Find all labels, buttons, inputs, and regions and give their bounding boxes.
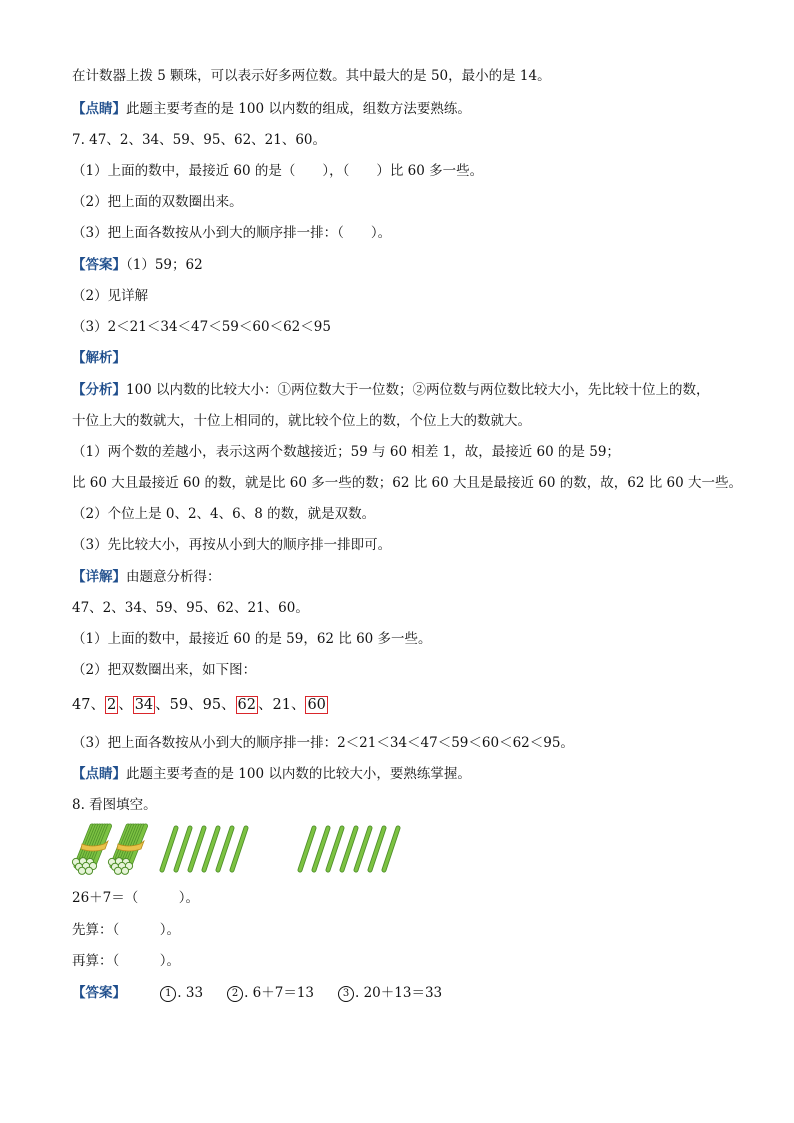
question-7-stem: 7. 47、2、34、59、95、62、21、60。 [72, 132, 327, 148]
bundle-1-stick-end [85, 867, 92, 874]
separator: 、 [221, 697, 236, 713]
loose-stick-left-fill [162, 828, 176, 870]
separator: 、 [290, 697, 306, 713]
separator: 、 [188, 697, 203, 713]
fenxi-2: （2）个位上是 0、2、4、6、8 的数，就是双数。 [72, 506, 376, 522]
answer-2: （2）见详解 [72, 288, 149, 304]
xiangjie-tag: 【详解】 [72, 569, 126, 585]
loose-stick-right-fill [328, 828, 342, 870]
answer-8-item [160, 984, 203, 1002]
sticks-figure [70, 822, 430, 878]
separator: 、 [118, 697, 133, 713]
answer-tag: 【答案】 [72, 257, 126, 273]
text-line: 在计数器上拨 5 颗珠，可以表示好多两位数。其中最大的是 50，最小的是 14。 [72, 68, 551, 84]
circled-numeral: 3 [338, 986, 354, 1002]
loose-stick-right-fill [384, 828, 398, 870]
xiangjie-text: 由题意分析得： [126, 569, 221, 585]
bundle-1-stick-end [78, 867, 85, 874]
loose-stick-right-fill [314, 828, 328, 870]
jiexi-tag [72, 349, 126, 367]
loose-stick-right-fill [342, 828, 356, 870]
question-8-first: 先算：（ ）。 [72, 922, 180, 938]
xiangjie-3: （3）把上面各数按从小到大的顺序排一排：2＜21＜34＜47＜59＜60＜62＜95。 [72, 735, 574, 751]
loose-stick-right-fill [300, 828, 314, 870]
answer-8-item [227, 984, 314, 1002]
answer-8-tag: 【答案】 [72, 985, 126, 1001]
answer-8-line [72, 984, 442, 1002]
xiangjie-numbers: 47、2、34、59、95、62、21、60。 [72, 600, 309, 616]
answer-3: （3）2＜21＜34＜47＜59＜60＜62＜95 [72, 319, 331, 335]
dianjing-line [72, 100, 471, 118]
answer-8-text: . 33 [177, 985, 204, 1001]
fenxi-1b: 比 60 大且最接近 60 的数，就是比 60 多一些的数；62 比 60 大且是最接近 60 的数，故，62 比 60 大一些。 [72, 475, 743, 491]
separator: 、 [155, 697, 170, 713]
loose-stick-left-fill [232, 828, 246, 870]
xiangjie-1: （1）上面的数中，最接近 60 的是 59，62 比 60 多一些。 [72, 631, 432, 647]
number: 21 [272, 697, 291, 713]
circled-numeral: 2 [227, 986, 243, 1002]
fenxi-tag: 【分析】 [72, 382, 126, 398]
xiangjie-2: （2）把双数圈出来，如下图： [72, 662, 257, 678]
number: 59 [169, 697, 189, 713]
number: 47 [72, 697, 91, 713]
loose-stick-right-fill [370, 828, 384, 870]
bundle-2-stick-end [121, 867, 128, 874]
dianjing-2-tag: 【点睛】 [72, 766, 126, 782]
answer-8-text: . 6＋7＝13 [244, 985, 315, 1001]
fenxi-1: （1）两个数的差越小，表示这两个数越接近；59 与 60 相差 1，故，最接近 60 的是 59； [72, 444, 620, 460]
answer-line [72, 256, 203, 274]
dianjing-tag: 【点睛】 [72, 101, 126, 117]
dianjing-2-text: 此题主要考查的是 100 以内数的比较大小，要熟练掌握。 [126, 766, 471, 782]
xiangjie-line [72, 568, 221, 586]
circled-numeral: 1 [160, 986, 176, 1002]
jiexi-tag-text: 【解析】 [72, 350, 126, 366]
answer-8-item [338, 984, 442, 1002]
question-7-part-3: （3）把上面各数按从小到大的顺序排一排：（ ）。 [72, 225, 392, 241]
boxed-even-number: 60 [307, 697, 326, 713]
loose-stick-left-fill [218, 828, 232, 870]
boxed-even-number: 62 [237, 697, 256, 713]
dianjing-2-line [72, 765, 471, 783]
question-7-part-1: （1）上面的数中，最接近 60 的是（ ），（ ）比 60 多一些。 [72, 163, 484, 179]
loose-stick-right-fill [356, 828, 370, 870]
circled-numbers-row [72, 696, 328, 714]
answer-8-text: . 20＋13＝33 [355, 985, 443, 1001]
bundle-2-stick-end [114, 867, 121, 874]
question-8-equation: 26＋7＝（ ）。 [72, 890, 200, 906]
fenxi-line [72, 381, 710, 399]
boxed-even-number: 2 [106, 697, 117, 713]
fenxi-3: （3）先比较大小，再按从小到大的顺序排一排即可。 [72, 537, 392, 553]
dianjing-text: 此题主要考查的是 100 以内数的组成，组数方法要熟练。 [126, 101, 471, 117]
question-7-part-2: （2）把上面的双数圈出来。 [72, 194, 243, 210]
boxed-even-number: 34 [134, 697, 154, 713]
question-8-then: 再算：（ ）。 [72, 953, 180, 969]
fenxi-continued: 十位上大的数就大，十位上相同的，就比较个位上的数，个位上大的数就大。 [72, 413, 531, 429]
separator: 、 [90, 697, 105, 713]
loose-stick-left-fill [204, 828, 218, 870]
question-8-stem: 8. 看图填空。 [72, 797, 157, 813]
answer-1: （1）59；62 [126, 257, 203, 273]
loose-stick-left-fill [190, 828, 204, 870]
separator: 、 [258, 697, 273, 713]
number: 95 [202, 697, 222, 713]
fenxi-text: 100 以内数的比较大小：①两位数大于一位数；②两位数与两位数比较大小，先比较十位上的数， [126, 382, 710, 398]
loose-stick-left-fill [176, 828, 190, 870]
